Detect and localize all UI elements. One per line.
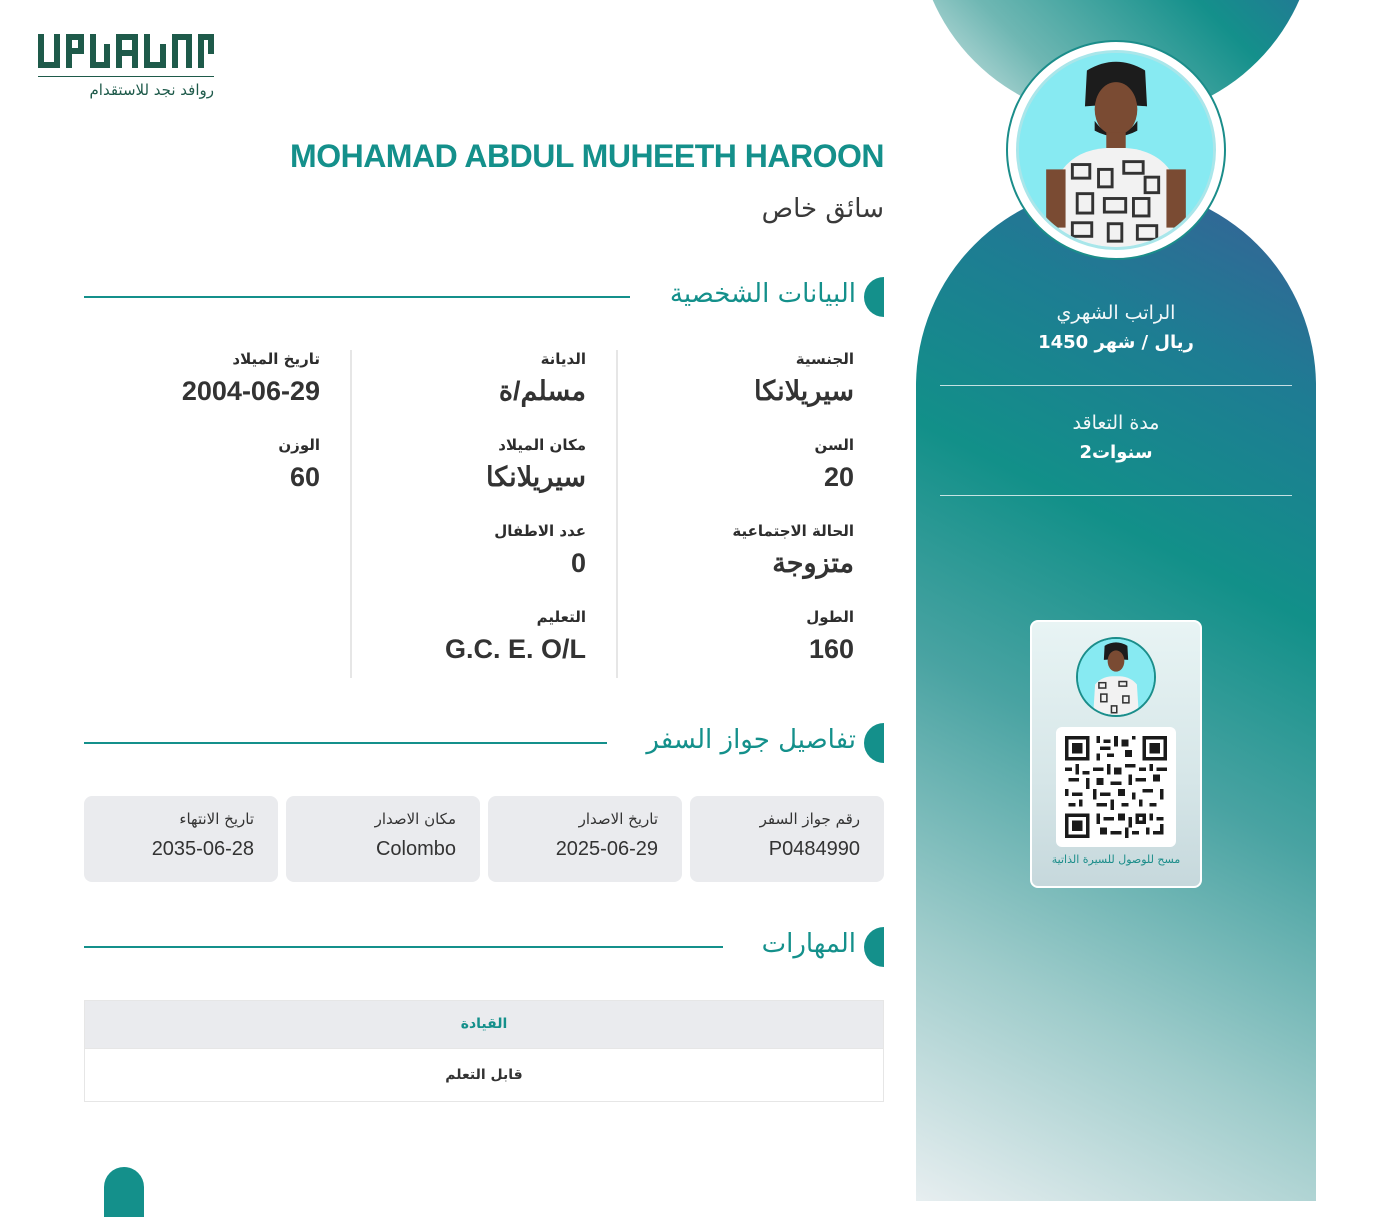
qr-avatar: [1076, 637, 1156, 717]
passport-issue-place-card: [286, 796, 480, 882]
passport-expiry-card: [84, 796, 278, 882]
section-rule: [84, 742, 607, 744]
salary-block: [940, 302, 1292, 353]
contract-value: 2سنوات: [1079, 442, 1153, 463]
field-religion: [499, 350, 586, 407]
field-height: [806, 608, 854, 665]
passport-issue-date-card: [488, 796, 682, 882]
field-value: P0484990: [768, 838, 860, 860]
sidebar-divider: [940, 385, 1292, 386]
field-label: مكان الميلاد: [498, 436, 586, 454]
salary-value: 1450 ريال / شهر: [1038, 332, 1194, 353]
field-label: عدد الاطفال: [494, 522, 586, 540]
field-birthdate: [182, 350, 320, 407]
company-logo-icon: [38, 30, 214, 72]
job-title: سائق خاص: [761, 194, 884, 224]
field-birthplace: [486, 436, 586, 493]
qr-code[interactable]: [1056, 727, 1176, 847]
field-label: الطول: [806, 608, 854, 626]
field-label: تاريخ الاصدار: [578, 810, 658, 828]
field-education: [445, 608, 586, 665]
passport-cards: [84, 796, 884, 882]
section-marker: [864, 927, 884, 967]
candidate-name: MOHAMAD ABDUL MUHEETH HAROON: [290, 138, 884, 174]
skill-item: القيادة: [85, 1001, 883, 1048]
profile-photo: [1016, 50, 1216, 250]
field-value: Colombo: [375, 838, 456, 860]
field-value: 2025-06-29: [555, 838, 658, 860]
field-label: الوزن: [278, 436, 320, 454]
personal-grid: [84, 350, 884, 678]
qr-caption: مسح للوصول للسيرة الذاتية: [1051, 853, 1181, 866]
skills-table: [84, 1000, 884, 1102]
section-title: المهارات: [761, 929, 856, 959]
field-label: السن: [814, 436, 854, 454]
section-rule: [84, 296, 630, 298]
salary-label: الراتب الشهري: [1056, 302, 1176, 324]
section-title: البيانات الشخصية: [669, 279, 856, 309]
field-label: الحالة الاجتماعية: [732, 522, 854, 540]
field-value: G.C. E. O/L: [444, 634, 586, 664]
contract-label: مدة التعاقد: [1072, 412, 1160, 434]
field-age: [814, 436, 854, 493]
person-photo-icon: [1019, 53, 1213, 247]
field-value: سيريلانكا: [486, 462, 586, 492]
decorative-pill: [104, 1167, 144, 1217]
contract-block: [940, 412, 1292, 463]
field-value: 20: [823, 462, 854, 492]
personal-column: [84, 350, 352, 678]
personal-column: [618, 350, 884, 678]
field-label: الجنسية: [795, 350, 854, 368]
logo-divider: [38, 76, 214, 77]
skill-item: قابل التعلم: [85, 1048, 883, 1101]
passport-number-card: [690, 796, 884, 882]
field-value: 2004-06-29: [181, 376, 320, 406]
section-skills: [84, 927, 884, 969]
field-value: 2035-06-28: [151, 838, 254, 860]
field-marital-status: [732, 522, 854, 579]
field-label: مكان الاصدار: [374, 810, 456, 828]
section-marker: [864, 277, 884, 317]
field-label: تاريخ الانتهاء: [179, 810, 254, 828]
logo-text: روافد نجد للاستقدام: [89, 81, 214, 99]
field-value: 0: [570, 548, 586, 578]
field-value: 160: [808, 634, 854, 664]
field-label: التعليم: [536, 608, 586, 626]
field-weight: [278, 436, 320, 493]
field-label: تاريخ الميلاد: [232, 350, 320, 368]
field-children: [494, 522, 586, 579]
section-passport: [84, 723, 884, 765]
section-title: تفاصيل جواز السفر: [646, 725, 856, 755]
section-marker: [864, 723, 884, 763]
field-value: مسلم/ة: [498, 376, 586, 406]
field-value: سيريلانكا: [754, 376, 854, 406]
sidebar-divider: [940, 495, 1292, 496]
section-personal: [84, 277, 884, 319]
field-value: متزوجة: [772, 548, 854, 578]
field-label: الديانة: [540, 350, 586, 368]
personal-column: [352, 350, 618, 678]
person-photo-icon: [1078, 639, 1154, 715]
field-label: رقم جواز السفر: [759, 810, 860, 828]
field-value: 60: [289, 462, 320, 492]
section-rule: [84, 946, 723, 948]
company-logo: [38, 30, 218, 105]
qr-code-icon: [1065, 736, 1167, 838]
field-nationality: [754, 350, 854, 407]
